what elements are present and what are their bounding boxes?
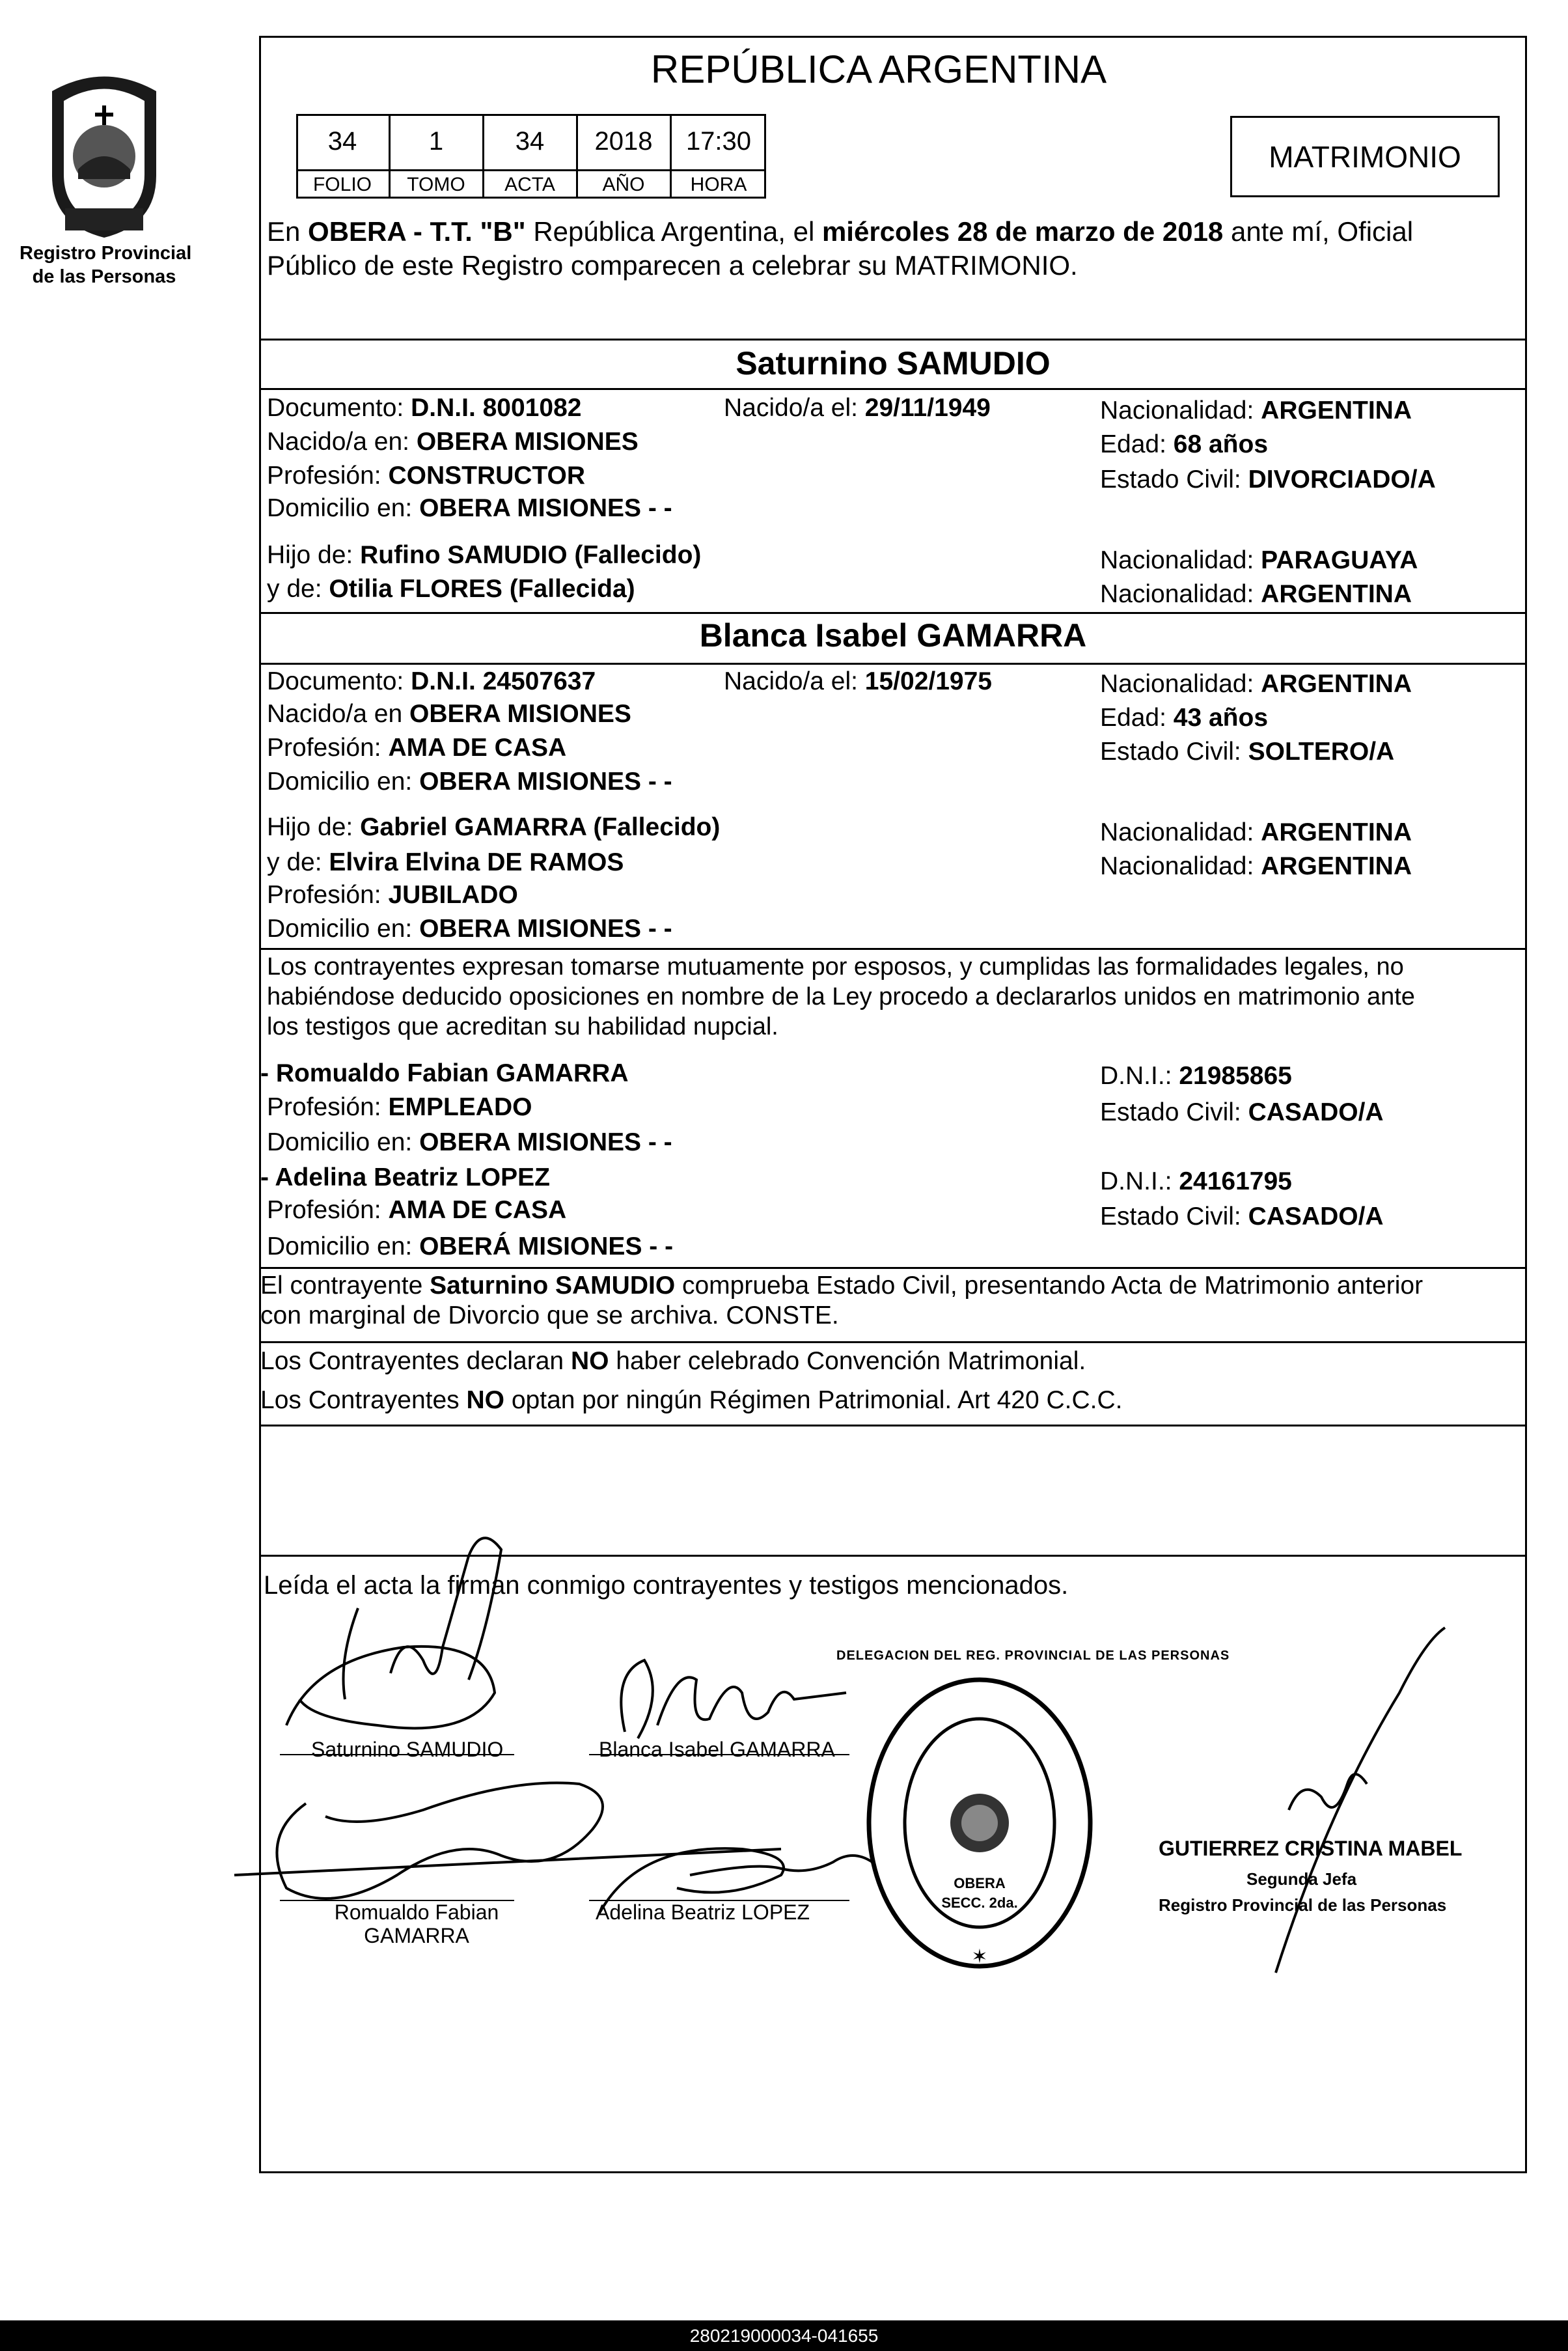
closing-statement: Leída el acta la firman conmigo contrayentes y testigos mencionados. bbox=[264, 1571, 1069, 1600]
stamp-ring-text: DELEGACION DEL REG. PROVINCIAL DE LAS PERSONAS bbox=[836, 1648, 1230, 1663]
official-organization: Registro Provincial de las Personas bbox=[1159, 1895, 1447, 1915]
spouse2-civil-status: Estado Civil: SOLTERO/A bbox=[1100, 738, 1395, 766]
tomo-value: 1 bbox=[428, 127, 444, 156]
spouse2-mother-nationality: Nacionalidad: ARGENTINA bbox=[1100, 852, 1412, 880]
ano-value: 2018 bbox=[594, 127, 653, 156]
page-title: REPÚBLICA ARGENTINA bbox=[650, 48, 1107, 91]
witness1-dni: D.N.I.: 21985865 bbox=[1100, 1062, 1292, 1090]
spouse2-nationality: Nacionalidad: ARGENTINA bbox=[1100, 670, 1412, 698]
spouse1-birthplace: Nacido/a en: OBERA MISIONES bbox=[267, 428, 639, 456]
spouse1-profession: Profesión: CONSTRUCTOR bbox=[267, 462, 586, 490]
signature-saturnino bbox=[273, 1530, 534, 1751]
spouse2-profession: Profesión: AMA DE CASA bbox=[267, 734, 567, 762]
witness1-domicile: Domicilio en: OBERA MISIONES - - bbox=[267, 1128, 672, 1156]
footer-code: 280219000034-041655 bbox=[689, 2326, 879, 2346]
hora-label: HORA bbox=[690, 173, 747, 195]
regime-note: Los Contrayentes NO optan por ningún Régimen Patrimonial. Art 420 C.C.C. bbox=[260, 1386, 1123, 1414]
registry-seal bbox=[39, 65, 169, 241]
witness2-civil-status: Estado Civil: CASADO/A bbox=[1100, 1203, 1384, 1231]
declaration-text: Los contrayentes expresan tomarse mutuamente por esposos, y cumplidas las formalidades legales, no habiéndose deducido oposiciones en nombre de la Ley procedo a declararlos unidos en matrimonio ante los testigos que acreditan su habilidad nupcial. bbox=[267, 953, 1415, 1040]
convention-note: Los Contrayentes declaran NO haber celebrado Convención Matrimonial. bbox=[260, 1347, 1086, 1375]
spouse1-document: Documento: D.N.I. 8001082 bbox=[267, 394, 582, 422]
spouse1-father: Hijo de: Rufino SAMUDIO (Fallecido) bbox=[267, 541, 702, 569]
witness1-profession: Profesión: EMPLEADO bbox=[267, 1093, 532, 1121]
spouse2-birthplace: Nacido/a en OBERA MISIONES bbox=[267, 700, 631, 728]
spouse1-name: Saturnino SAMUDIO bbox=[736, 345, 1051, 382]
svg-text:✶: ✶ bbox=[971, 1945, 988, 1968]
witness1-civil-status: Estado Civil: CASADO/A bbox=[1100, 1098, 1384, 1126]
witness1-name: - Romualdo Fabian GAMARRA bbox=[260, 1059, 629, 1087]
ano-label: AÑO bbox=[602, 173, 645, 195]
acta-label: ACTA bbox=[504, 173, 555, 195]
folio-value: 34 bbox=[327, 127, 357, 156]
witness2-name: - Adelina Beatriz LOPEZ bbox=[260, 1163, 550, 1191]
signature-label-romualdo: Romualdo Fabian bbox=[334, 1900, 499, 1924]
witness2-dni: D.N.I.: 24161795 bbox=[1100, 1167, 1292, 1195]
hora-value: 17:30 bbox=[685, 127, 752, 156]
official-name: GUTIERREZ CRISTINA MABEL bbox=[1159, 1837, 1463, 1860]
tomo-label: TOMO bbox=[407, 173, 465, 195]
spouse2-mother: y de: Elvira Elvina DE RAMOS bbox=[267, 848, 624, 876]
intro-paragraph: En OBERA - T.T. "B" República Argentina, el miércoles 28 de marzo de 2018 ante mí, Oficial Público de este Registro comparecen a celebrar su MATRIMONIO. bbox=[267, 216, 1414, 281]
spouse2-mother-domicile: Domicilio en: OBERA MISIONES - - bbox=[267, 915, 672, 943]
signature-label-romualdo-2: GAMARRA bbox=[364, 1924, 469, 1947]
spouse1-domicile: Domicilio en: OBERA MISIONES - - bbox=[267, 494, 672, 522]
spouse2-father: Hijo de: Gabriel GAMARRA (Fallecido) bbox=[267, 813, 721, 841]
act-type-box: MATRIMONIO bbox=[1230, 116, 1500, 197]
acta-value: 34 bbox=[515, 127, 545, 156]
folio-label: FOLIO bbox=[312, 173, 372, 195]
stamp-inner-section: SECC. 2da. bbox=[941, 1895, 1018, 1911]
registry-name-2: de las Personas bbox=[32, 266, 176, 287]
delegation-stamp bbox=[836, 1648, 1230, 1973]
spouse1-birthdate: Nacido/a el: 29/11/1949 bbox=[724, 394, 991, 422]
witness2-profession: Profesión: AMA DE CASA bbox=[267, 1196, 567, 1224]
registry-name: Registro Provincial bbox=[20, 243, 192, 264]
spouse2-birthdate: Nacido/a el: 15/02/1975 bbox=[724, 667, 992, 695]
civil-status-note: El contrayente Saturnino SAMUDIO comprueba Estado Civil, presentando Acta de Matrimonio anterior con marginal de Divorcio que se archiva. CONSTE. bbox=[260, 1272, 1424, 1329]
spouse1-father-nationality: Nacionalidad: PARAGUAYA bbox=[1100, 546, 1418, 574]
spouse2-father-nationality: Nacionalidad: ARGENTINA bbox=[1100, 818, 1412, 846]
signature-official bbox=[1250, 1615, 1471, 1979]
spouse1-mother-nationality: Nacionalidad: ARGENTINA bbox=[1100, 580, 1412, 608]
signature-label-blanca: Blanca Isabel GAMARRA bbox=[599, 1738, 835, 1761]
official-title: Segunda Jefa bbox=[1246, 1869, 1357, 1889]
spouse2-mother-profession: Profesión: JUBILADO bbox=[267, 881, 518, 909]
signature-label-adelina: Adelina Beatriz LOPEZ bbox=[596, 1900, 810, 1924]
spouse1-nationality: Nacionalidad: ARGENTINA bbox=[1100, 396, 1412, 424]
spouse1-civil-status: Estado Civil: DIVORCIADO/A bbox=[1100, 466, 1436, 494]
stamp-inner-town: OBERA bbox=[954, 1875, 1006, 1891]
signature-label-saturnino: Saturnino SAMUDIO bbox=[311, 1738, 504, 1761]
witness2-domicile: Domicilio en: OBERÁ MISIONES - - bbox=[267, 1232, 674, 1260]
spouse2-document: Documento: D.N.I. 24507637 bbox=[267, 667, 596, 695]
footer-bar bbox=[0, 2320, 1568, 2351]
spouse2-domicile: Domicilio en: OBERA MISIONES - - bbox=[267, 768, 672, 796]
spouse2-age: Edad: 43 años bbox=[1100, 704, 1269, 732]
spouse1-age: Edad: 68 años bbox=[1100, 430, 1269, 458]
spouse2-name: Blanca Isabel GAMARRA bbox=[699, 617, 1087, 654]
spouse1-mother: y de: Otilia FLORES (Fallecida) bbox=[267, 575, 635, 603]
